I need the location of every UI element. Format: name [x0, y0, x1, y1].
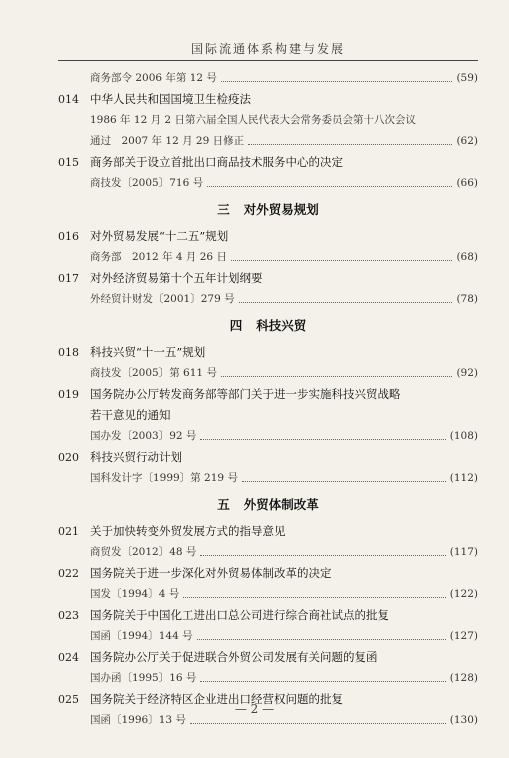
toc-entry [58, 447, 478, 468]
toc-entry [58, 605, 478, 626]
entry-title: 中华人民共和国国境卫生检疫法 [90, 92, 251, 106]
page-number: — 2 — [234, 702, 275, 716]
entry-page-number: (92) [456, 367, 478, 379]
entry-page-number: (112) [449, 472, 478, 484]
dot-leader [231, 260, 452, 261]
section-heading [58, 489, 478, 521]
dot-leader [200, 555, 445, 556]
entry-source-text: 商务部令 2006 年第 12 号 [90, 72, 217, 84]
dot-leader [239, 302, 453, 303]
entry-source [90, 584, 478, 605]
dot-leader [221, 376, 452, 377]
entry-page-number: (78) [456, 293, 478, 305]
entry-page-number: (108) [449, 430, 478, 442]
dot-leader [183, 597, 446, 598]
entry-number: 016 [58, 230, 79, 243]
entry-source [90, 173, 478, 194]
entry-title: 国务院关于中国化工进出口总公司进行综合商社试点的批复 [90, 608, 389, 622]
entry-source [90, 542, 478, 563]
entry-title: 国务院办公厅转发商务部等部门关于进一步实施科技兴贸战略 [90, 387, 401, 401]
entry-source-text: 国函〔1994〕144 号 [90, 630, 193, 642]
entry-page-number: (62) [456, 135, 478, 147]
dot-leader [197, 639, 446, 640]
dot-leader [242, 481, 446, 482]
entry-title: 对外经济贸易第十个五年计划纲要 [90, 271, 263, 285]
toc-row [58, 173, 478, 194]
toc-row [58, 289, 478, 310]
entry-source-text: 商技发〔2005〕第 611 号 [90, 367, 217, 379]
section-number: 三 [217, 202, 230, 217]
dot-leader [207, 186, 452, 187]
entry-number: 024 [58, 651, 79, 664]
entry-source-text: 国办发〔2003〕92 号 [90, 430, 197, 442]
entry-source [90, 426, 478, 447]
header-rule [58, 60, 478, 61]
entry-source [90, 289, 478, 310]
entry-source-text: 国函〔1996〕13 号 [90, 714, 186, 726]
entry-page-number: (122) [449, 588, 478, 600]
entry-source-text: 通过 2007 年 12 月 29 日修正 [90, 135, 245, 147]
section-number: 四 [229, 318, 243, 333]
entry-title: 对外贸易发展“十二五”规划 [90, 229, 229, 243]
entry-source [90, 468, 478, 489]
table-of-contents [58, 68, 478, 731]
entry-page-number: (117) [449, 546, 478, 558]
entry-source [90, 626, 478, 647]
dot-leader [221, 81, 453, 82]
toc-row [58, 405, 478, 426]
section-heading [58, 310, 478, 342]
entry-number: 025 [58, 693, 79, 706]
toc-entry [58, 647, 478, 668]
toc-entry [58, 384, 478, 405]
dot-leader [248, 144, 452, 145]
entry-title: 国务院办公厅关于促进联合外贸公司发展有关问题的复函 [90, 650, 378, 664]
entry-page-number: (66) [456, 177, 478, 189]
entry-source [90, 363, 478, 384]
section-title: 对外贸易规划 [243, 202, 319, 217]
toc-entry [58, 89, 478, 110]
toc-entry [58, 268, 478, 289]
entry-number: 015 [58, 156, 79, 169]
toc-row [58, 668, 478, 689]
entry-page-number: (68) [456, 251, 478, 263]
entry-number: 019 [58, 388, 79, 401]
entry-number: 017 [58, 272, 79, 285]
toc-entry [58, 521, 478, 542]
entry-page-number: (59) [456, 72, 478, 84]
entry-source-text: 国科发计字〔1999〕第 219 号 [90, 472, 238, 484]
toc-row [58, 542, 478, 563]
entry-number: 014 [58, 93, 79, 106]
entry-title: 科技兴贸行动计划 [90, 450, 182, 464]
entry-source-text: 商技发〔2005〕716 号 [90, 177, 204, 189]
entry-source-text: 外经贸计财发〔2001〕279 号 [90, 293, 235, 305]
entry-title: 国务院关于经济特区企业进出口经营权问题的批复 [90, 692, 343, 706]
toc-entry [58, 226, 478, 247]
dot-leader [200, 439, 445, 440]
section-title: 外贸体制改革 [243, 497, 319, 512]
section-number: 五 [217, 497, 230, 512]
dot-leader [190, 723, 446, 724]
toc-row [58, 68, 478, 89]
toc-row [58, 626, 478, 647]
entry-source [90, 131, 478, 152]
entry-source-text: 1986 年 12 月 2 日第六届全国人民代表大会常务委员会第十八次会议 [90, 114, 416, 126]
entry-title: 商务部关于设立首批出口商品技术服务中心的决定 [90, 155, 343, 169]
entry-number: 021 [58, 525, 79, 538]
entry-title: 关于加快转变外贸发展方式的指导意见 [90, 524, 286, 538]
entry-source [90, 247, 478, 268]
toc-row [58, 468, 478, 489]
entry-source-text: 国发〔1994〕4 号 [90, 588, 180, 600]
entry-source [90, 668, 478, 689]
entry-page-number: (127) [449, 630, 478, 642]
toc-row [58, 426, 478, 447]
toc-entry [58, 563, 478, 584]
dot-leader [200, 681, 445, 682]
entry-page-number: (128) [449, 672, 478, 684]
entry-source [90, 110, 478, 131]
entry-source-text: 商务部 2012 年 4 月 26 日 [90, 251, 227, 263]
toc-row [58, 131, 478, 152]
toc-entry [58, 152, 478, 173]
entry-number: 020 [58, 451, 79, 464]
entry-title: 科技兴贸“十一五”规划 [90, 345, 206, 359]
section-heading [58, 194, 478, 226]
toc-row [58, 584, 478, 605]
entry-number: 023 [58, 609, 79, 622]
entry-page-number: (130) [449, 714, 478, 726]
entry-number: 018 [58, 346, 79, 359]
toc-row [58, 247, 478, 268]
entry-source-text: 商贸发〔2012〕48 号 [90, 546, 197, 558]
entry-source [90, 68, 478, 89]
running-header: 国际流通体系构建与发展 [190, 42, 345, 56]
toc-row [58, 363, 478, 384]
entry-source-text: 国办函〔1995〕16 号 [90, 672, 197, 684]
entry-title: 国务院关于进一步深化对外贸易体制改革的决定 [90, 566, 332, 580]
section-title: 科技兴贸 [256, 318, 307, 333]
entry-title-continued: 若干意见的通知 [90, 408, 171, 422]
toc-entry [58, 342, 478, 363]
entry-number: 022 [58, 567, 79, 580]
toc-row [58, 110, 478, 131]
